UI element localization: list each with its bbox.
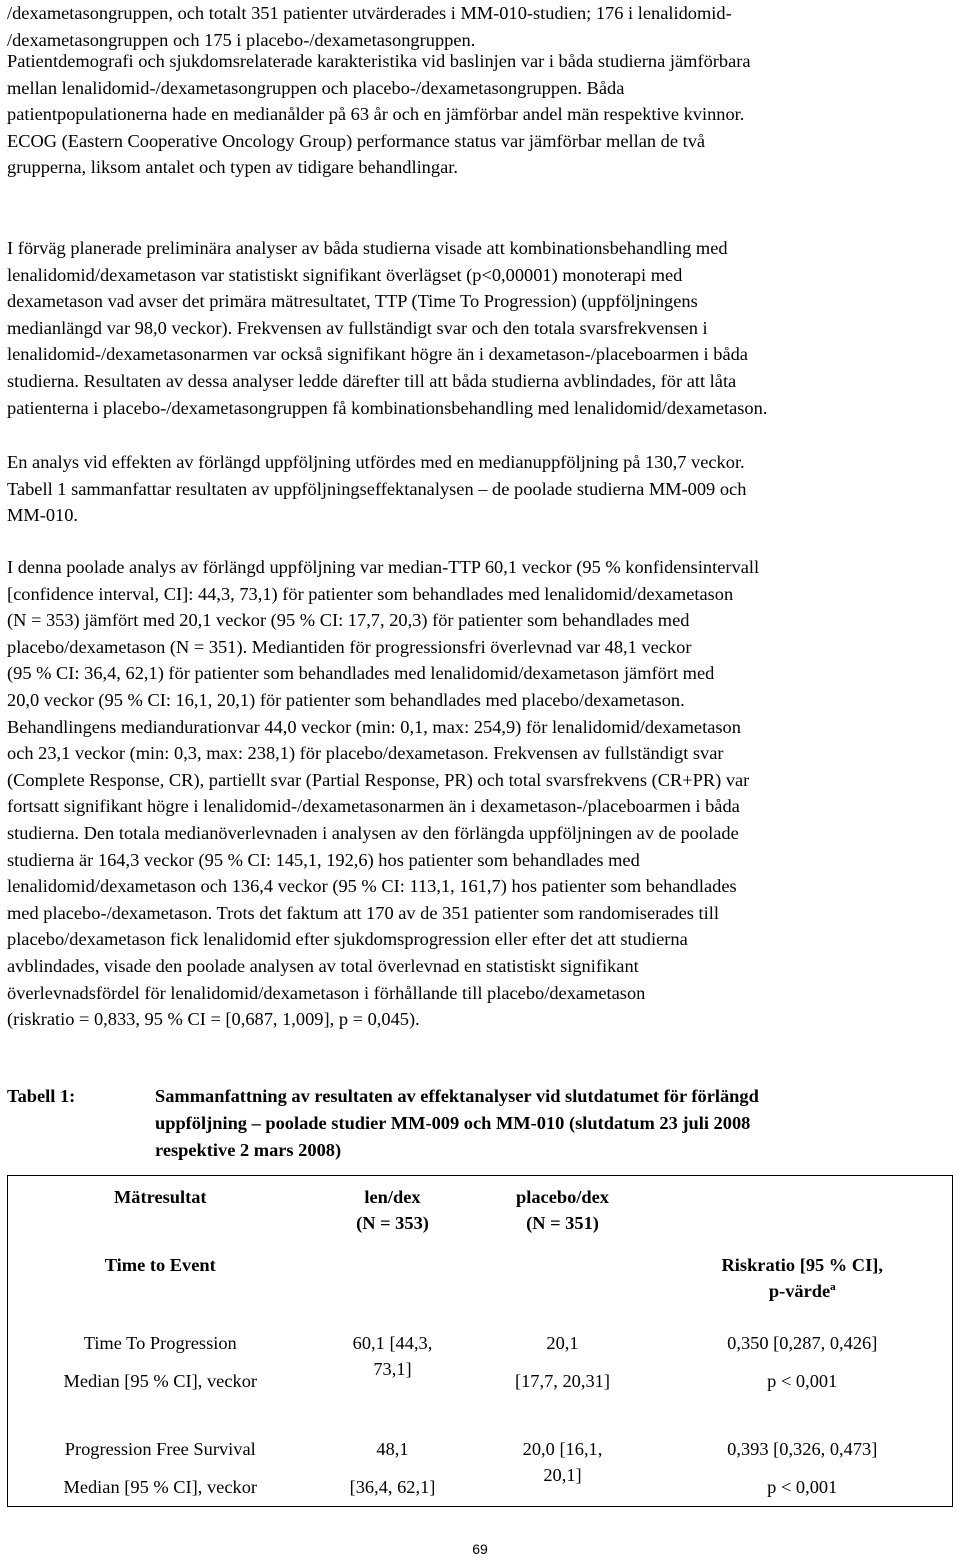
- results-table: [7, 1175, 953, 1507]
- text-line: grupperna, liksom antalet och typen av tidigare behandlingar.: [7, 157, 458, 178]
- row-ttp-len: [313, 1314, 473, 1420]
- measure-unit: Median [95 % CI], veckor: [63, 1477, 258, 1497]
- row-ttp-placebo: [473, 1314, 653, 1420]
- text-line: patienterna i placebo-/dexametasongruppen få kombinationsbehandling med lenalidomid/dexametason.: [7, 397, 768, 418]
- p-value-label: [657, 1278, 949, 1304]
- page-number: 69: [472, 1541, 488, 1557]
- placebo-value: 20,0 [16,1,: [522, 1439, 603, 1459]
- text-line: (N = 353) jämfört med 20,1 veckor (95 % CI: 17,7, 20,3) för patienter som behandlades med: [7, 610, 690, 631]
- paragraph-5: [7, 554, 759, 1033]
- paragraph-3: [7, 235, 767, 421]
- text-line: 20,0 veckor (95 % CI: 16,1, 20,1) för patienter som behandlades med placebo/dexametason.: [7, 689, 685, 710]
- text-line: /dexametasongruppen och 175 i placebo-/dexametasongruppen.: [7, 29, 476, 50]
- row-ttp-measure: [8, 1314, 313, 1420]
- header-placebo-dex: [473, 1176, 653, 1237]
- subheader-riskratio: [653, 1236, 953, 1314]
- text-line: I denna poolade analys av förlängd uppföljning var median-TTP 60,1 veckor (95 % konfidensintervall: [7, 557, 760, 577]
- text-line: ECOG (Eastern Cooperative Oncology Group) performance status var jämförbar mellan de två: [7, 130, 706, 151]
- measure-name: Progression Free Survival: [64, 1439, 256, 1459]
- table-caption-label: Tabell 1:: [7, 1086, 76, 1106]
- text-line: (riskratio = 0,833, 95 % CI = [0,687, 1,009], p = 0,045).: [7, 1009, 420, 1030]
- ratio-p-value: p < 0,001: [767, 1371, 838, 1391]
- subheader-empty-2: [473, 1236, 653, 1314]
- text-line: En analys vid effekten av förlängd uppföljning utfördes med en medianuppföljning på 130,7 veckor.: [7, 452, 745, 472]
- len-value-cont: 73,1]: [373, 1359, 412, 1379]
- footnote-marker: a: [830, 1281, 836, 1293]
- table-caption-title: [155, 1083, 935, 1164]
- placebo-value: 20,1: [546, 1333, 579, 1353]
- text-line: (95 % CI: 36,4, 62,1) för patienter som behandlades med lenalidomid/dexametason jämfört med: [7, 663, 715, 684]
- paragraph-4: [7, 449, 746, 529]
- text-line: lenalidomid/dexametason och 136,4 veckor (95 % CI: 113,1, 161,7) hos patienter som behandlades: [7, 876, 737, 897]
- text-line: och 23,1 veckor (min: 0,3, max: 238,1) för placebo/dexametason. Frekvensen av fullständigt svar: [7, 743, 724, 764]
- text-line: placebo/dexametason (N = 351). Mediantiden för progressionsfri överlevnad var 48,1 veckor: [7, 636, 692, 657]
- ratio-p-value: p < 0,001: [767, 1477, 838, 1497]
- header-len-dex: [313, 1176, 473, 1237]
- text-line: dexametason vad avser det primära mätresultatet, TTP (Time To Progression) (uppföljningens: [7, 291, 698, 312]
- len-value: 48,1: [376, 1439, 409, 1459]
- header-placebo-dex-n: (N = 351): [526, 1213, 599, 1233]
- header-empty: [653, 1176, 953, 1237]
- caption-line: respektive 2 mars 2008): [155, 1140, 342, 1160]
- text-line: studierna är 164,3 veckor (95 % CI: 145,1, 192,6) hos patienter som behandlades med: [7, 849, 640, 870]
- row-ttp-ratio: [653, 1314, 953, 1420]
- riskratio-label: Riskratio [95 % CI],: [721, 1255, 883, 1275]
- text-line: [confidence interval, CI]: 44,3, 73,1) för patienter som behandlades med lenalidomid/dexametason: [7, 583, 734, 604]
- table-row: [8, 1420, 953, 1507]
- row-pfs-len: [313, 1420, 473, 1507]
- text-line: mellan lenalidomid-/dexametasongruppen och placebo-/dexametasongruppen. Båda: [7, 77, 625, 98]
- subheader-empty-1: [313, 1236, 473, 1314]
- text-line: I förväg planerade preliminära analyser av båda studierna visade att kombinationsbehandling med: [7, 238, 728, 258]
- measure-unit: Median [95 % CI], veckor: [63, 1371, 258, 1391]
- text-line: fortsatt signifikant högre i lenalidomid-/dexametasonarmen än i dexametason-/placeboarmen i båda: [7, 796, 740, 817]
- text-line: med placebo-/dexametason. Trots det faktum att 170 av de 351 patienter som randomiserades till: [7, 902, 719, 923]
- len-value-cont: [36,4, 62,1]: [349, 1477, 436, 1497]
- row-pfs-placebo: [473, 1420, 653, 1507]
- text-line: (Complete Response, CR), partiellt svar (Partial Response, PR) och total svarsfrekvens (CR+PR) var: [7, 769, 750, 790]
- text-line: studierna. Den totala medianöverlevnaden i analysen av den förlängda uppföljningen av de poolade: [7, 822, 739, 843]
- subheader-time-to-event: [8, 1236, 313, 1314]
- ratio-value: 0,393 [0,326, 0,473]: [727, 1439, 878, 1459]
- caption-line: uppföljning – poolade studier MM-009 och MM-010 (slutdatum 23 juli 2008: [155, 1113, 751, 1133]
- text-line: placebo/dexametason fick lenalidomid efter sjukdomsprogression eller efter det att studierna: [7, 929, 688, 950]
- paragraph-2: [7, 48, 751, 181]
- text-line: överlevnadsfördel för lenalidomid/dexametason i förhållande till placebo/dexametason: [7, 982, 646, 1003]
- measure-name: Time To Progression: [83, 1333, 237, 1353]
- text-line: Tabell 1 sammanfattar resultaten av uppföljningseffektanalysen – de poolade studierna MM-009 och: [7, 478, 747, 499]
- caption-line: Sammanfattning av resultaten av effektanalyser vid slutdatumet för förlängd: [155, 1086, 759, 1106]
- row-pfs-ratio: [653, 1420, 953, 1507]
- header-measure: [8, 1176, 313, 1237]
- table-subheader-row: [8, 1236, 953, 1314]
- p-value-text: p-värde: [768, 1281, 831, 1301]
- header-placebo-dex-name: placebo/dex: [516, 1187, 609, 1207]
- ratio-value: 0,350 [0,287, 0,426]: [727, 1333, 878, 1353]
- text-line: lenalidomid-/dexametasonarmen var också signifikant högre än i dexametason-/placeboarmen i båda: [7, 344, 748, 365]
- paragraph-1: [7, 0, 732, 53]
- header-len-dex-name: len/dex: [364, 1187, 421, 1207]
- header-measure-label: Mätresultat: [113, 1187, 207, 1207]
- text-line: Patientdemografi och sjukdomsrelaterade karakteristika vid baslinjen var i båda studierna jämförbara: [7, 51, 751, 71]
- table-row: [8, 1314, 953, 1420]
- table-header-row: [8, 1176, 953, 1237]
- text-line: /dexametasongruppen, och totalt 351 patienter utvärderades i MM-010-studien; 176 i lenalidomid-: [7, 3, 732, 23]
- text-line: studierna. Resultaten av dessa analyser ledde därefter till att båda studierna avblindades, för att låta: [7, 370, 737, 391]
- text-line: avblindades, visade den poolade analysen av total överlevnad en statistiskt signifikant: [7, 955, 639, 976]
- text-line: Behandlingens mediandurationvar 44,0 veckor (min: 0,1, max: 254,9) för lenalidomid/dexametason: [7, 716, 741, 737]
- placebo-value-cont: [17,7, 20,31]: [514, 1371, 610, 1391]
- placebo-value-cont: 20,1]: [543, 1465, 582, 1485]
- row-pfs-measure: [8, 1420, 313, 1507]
- text-line: patientpopulationerna hade en medianålder på 63 år och en jämförbar andel män respektive kvinnor.: [7, 104, 745, 125]
- len-value: 60,1 [44,3,: [352, 1333, 433, 1353]
- text-line: medianlängd var 98,0 veckor). Frekvensen av fullständigt svar och den totala svarsfrekvensen i: [7, 317, 708, 338]
- text-line: lenalidomid/dexametason var statistiskt signifikant överlägset (p<0,00001) monoterapi med: [7, 264, 683, 285]
- time-to-event-label: Time to Event: [104, 1255, 216, 1275]
- text-line: MM-010.: [7, 505, 79, 526]
- header-len-dex-n: (N = 353): [356, 1213, 429, 1233]
